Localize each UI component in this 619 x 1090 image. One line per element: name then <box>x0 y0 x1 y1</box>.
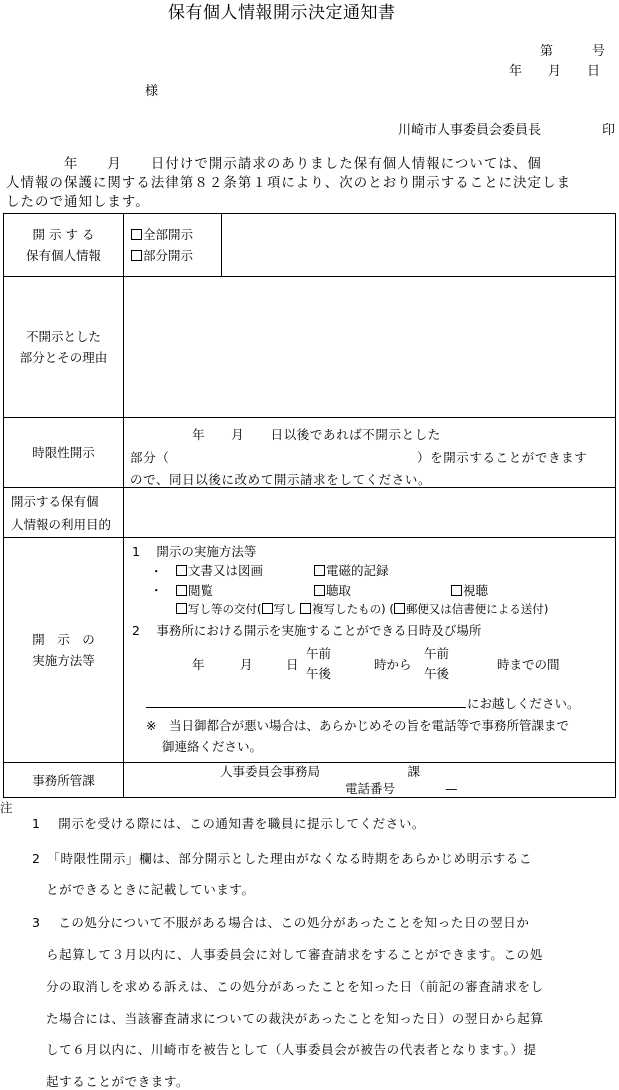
note-line: 分の取消しを求める訴えは、この処分があったことを知った日（前記の審査請求をし <box>46 978 544 994</box>
bullet: ・ <box>150 564 163 579</box>
note-line: 起することができます。 <box>46 1074 190 1090</box>
disclosure-options <box>124 214 222 277</box>
intro-line: したので通知します。 <box>6 195 150 210</box>
addressee: 様 <box>145 84 159 99</box>
label-line: 保有個人情報 <box>25 248 101 263</box>
checkbox-icon[interactable] <box>262 603 273 614</box>
label-time-limited: 時限性開示 <box>4 418 124 488</box>
notes-section <box>0 800 619 1090</box>
row-time-limited <box>4 418 616 488</box>
notice-form-table <box>3 213 616 798</box>
label-line: 人情報の利用目的 <box>11 516 112 532</box>
label-line: 不開示とした <box>25 329 101 344</box>
issuer: 川崎市人事委員会委員長 <box>398 123 542 138</box>
note-line: た場合には、当該審査請求についての裁決があったことを知った日）の翌日から起算 <box>46 1010 544 1026</box>
label-line: 開 示 の <box>32 632 95 647</box>
checkbox-icon[interactable] <box>451 585 462 596</box>
option-copy-row <box>176 601 548 617</box>
time-limited-line: ので、同日以後に改めて開示請求をしてください。 <box>130 472 432 487</box>
method-note: 御連絡ください。 <box>162 739 263 754</box>
from-label: 時から <box>374 657 412 672</box>
row-non-disclosed <box>4 277 616 418</box>
option-watch[interactable] <box>451 581 488 599</box>
label-purpose <box>4 488 124 538</box>
row-disclosed-info <box>4 214 616 277</box>
checkbox-icon[interactable] <box>314 585 325 596</box>
office-phone: 電話番号 — <box>345 781 458 796</box>
checkbox-icon[interactable] <box>176 603 187 614</box>
option-document[interactable] <box>176 561 263 579</box>
document-number: 第 号 <box>540 44 606 59</box>
label-non-disclosed <box>4 277 124 418</box>
note-line: 1 開示を受ける際には、この通知書を職員に提示してください。 <box>32 815 426 831</box>
checkbox-icon[interactable] <box>176 585 187 596</box>
non-disclosed-field[interactable] <box>124 277 616 418</box>
pm-label: 午後 <box>306 666 332 681</box>
time-limited-line: 年 月 日以後であれば不開示とした <box>192 427 441 442</box>
option-label: 文書又は図画 <box>188 563 264 578</box>
pm-label: 午後 <box>424 666 450 681</box>
method-field <box>124 538 616 763</box>
date-day: 日 <box>286 657 299 672</box>
option-label: 部分開示 <box>143 248 194 263</box>
method-heading: 1 開示の実施方法等 <box>132 544 257 559</box>
checkbox-icon[interactable] <box>131 229 142 240</box>
note-line: して６月以内に、川崎市を被告として（人事委員会が被告の代表者となります。）提 <box>46 1042 537 1058</box>
method-heading: 2 事務所における開示を実施することができる日時及び場所 <box>132 623 482 638</box>
paren: ) <box>381 602 386 616</box>
option-label: 視聴 <box>463 583 489 598</box>
label-line: 部分とその理由 <box>19 350 108 365</box>
date-year: 年 <box>192 657 205 672</box>
label-office: 事務所管課 <box>4 763 124 798</box>
purpose-field[interactable] <box>124 488 616 538</box>
document-date: 年 月 日 <box>509 64 601 79</box>
label-line: 開 示 す る <box>32 227 95 242</box>
note-line: 3 この処分について不服がある場合は、この処分があったことを知った日の翌日か <box>32 915 530 931</box>
time-limited-line: ）を開示することができます <box>417 450 588 465</box>
office-name: 人事委員会事務局 課 <box>220 764 421 779</box>
checkbox-icon[interactable] <box>131 250 142 261</box>
method-note: ※ 当日御都合が悪い場合は、あらかじめその旨を電話等で事務所管課まで <box>146 718 569 733</box>
am-label: 午前 <box>306 646 332 661</box>
seal-mark: 印 <box>602 123 616 138</box>
option-electronic[interactable] <box>314 561 389 579</box>
document-title: 保有個人情報開示決定通知書 <box>168 3 396 23</box>
paren: ( <box>257 602 262 616</box>
option-label: 全部開示 <box>143 227 194 242</box>
checkbox-icon[interactable] <box>300 603 311 614</box>
label-line: 開示する保有個 <box>11 493 99 509</box>
option-copy-made: 複写したもの <box>312 602 382 616</box>
option-copy-simple: 写し <box>273 602 297 616</box>
intro-line: 人情報の保護に関する法律第８２条第１項により、次のとおり開示することに決定しま <box>6 176 572 191</box>
option-label: 閲覧 <box>188 583 214 598</box>
row-office <box>4 763 616 798</box>
label-line: 実施方法等 <box>32 653 95 668</box>
option-copy[interactable] <box>176 602 257 616</box>
intro-paragraph <box>6 155 616 212</box>
checkbox-icon[interactable] <box>176 565 187 576</box>
intro-line: 年 月 日付けで開示請求のありました保有個人情報については、個 <box>6 157 542 172</box>
checkbox-icon[interactable] <box>394 603 405 614</box>
office-field <box>124 763 616 798</box>
row-purpose <box>4 488 616 538</box>
am-label: 午前 <box>424 646 450 661</box>
until-label: 時までの間 <box>497 657 560 672</box>
option-full-disclosure[interactable] <box>131 224 221 245</box>
note-line: とができるときに記載しています。 <box>46 882 255 898</box>
time-limited-line: 部分（ <box>130 450 170 465</box>
option-listen[interactable] <box>314 581 351 599</box>
label-method <box>4 538 124 763</box>
option-partial-disclosure[interactable] <box>131 245 221 266</box>
checkbox-icon[interactable] <box>314 565 325 576</box>
option-view[interactable] <box>176 581 213 599</box>
date-month: 月 <box>240 657 253 672</box>
note-line: 2 「時限性開示」欄は、部分開示とした理由がなくなる時期をあらかじめ明示するこ <box>32 850 533 866</box>
option-label: 聴取 <box>326 583 352 598</box>
option-label: 電磁的記録 <box>326 563 389 578</box>
note-line: ら起算して３月以内に、人事委員会に対して審査請求をすることができます。この処 <box>46 946 543 962</box>
place-input-line[interactable] <box>146 707 466 708</box>
time-limited-field[interactable] <box>124 418 616 488</box>
paren: ) <box>543 602 549 616</box>
row-method <box>4 538 616 763</box>
visit-text: にお越しください。 <box>467 696 580 711</box>
bullet: ・ <box>150 583 163 598</box>
disclosed-info-field[interactable] <box>222 214 616 277</box>
paren: ( <box>389 602 394 616</box>
label-disclosed-info <box>4 214 124 277</box>
option-label: 写し等の交付 <box>188 602 257 616</box>
option-mail: 郵便又は信書便による送付 <box>405 602 544 616</box>
notes-lead: 注 <box>0 800 14 815</box>
